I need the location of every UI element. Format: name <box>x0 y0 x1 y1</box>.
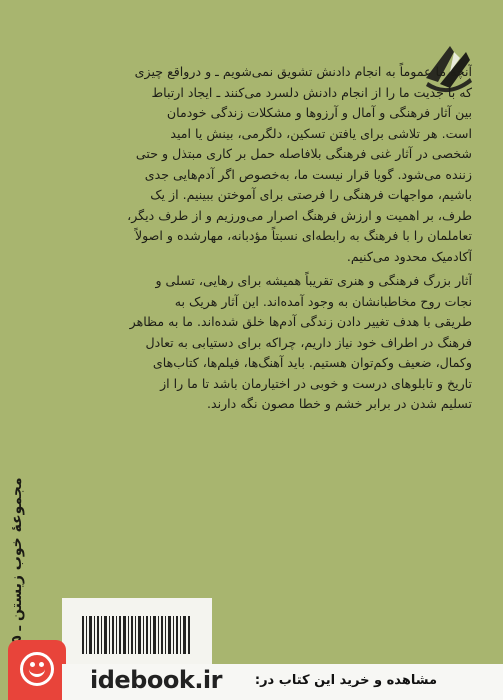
text-line: آثار بزرگ فرهنگی و هنری تقریباً همیشه برای رهایی، تسلی و <box>155 273 472 288</box>
text-line: تسلیم شدن در برابر خشم و خطا مصون نگه دارند. <box>206 396 472 411</box>
text-line: تعاملمان را با فرهنگ به رابطه‌ای نسبتاً مؤدبانه، مهارشده و اصولاً <box>134 228 472 243</box>
barcode-icon <box>82 616 192 654</box>
text-line: است. هر تلاشی برای یافتن تسکین، دلگرمی، بینش یا امید <box>170 125 472 141</box>
text-line: شخصی در آثار غنی فرهنگی بلافاصله حمل بر کاری مبتذل و حتی <box>135 146 472 161</box>
text-line: تاریخ و تابلوهای درست و خوبی در اختیارمان باشد تا ما را از <box>160 375 472 391</box>
text-line: فرهنگ در اطراف خود نیاز داریم، چراکه برای دستیابی به تعادل <box>145 334 472 350</box>
text-line: بین آثار فرهنگی و آمال و آرزوها و مشکلات زندگی خودمان <box>166 105 472 120</box>
watermark-cta: مشاهده و خرید این کتاب در: <box>254 673 437 688</box>
text-line: طرف، بر اهمیت و ارزش فرهنگ اصرار می‌ورزیم و از طرف دیگر، <box>127 207 472 223</box>
text-line: نجات روح مخاطبانشان به وجود آمده‌اند. این آثار هریک به <box>174 293 472 309</box>
text-line: باشیم، مواجهات فرهنگی را فرصتی برای آموختن ببینیم. از یک <box>150 187 472 202</box>
text-line: زننده می‌شود. گویا قرار نیست ما، به‌خصوص اگر آدم‌هایی جدی <box>144 166 472 182</box>
text-line: آنچه ما عموماً به انجام دادنش تشویق نمی‌شویم ـ و درواقع چیزی <box>134 64 472 79</box>
smiley-face-icon <box>8 640 66 700</box>
watermark-brand[interactable] <box>90 666 222 694</box>
watermark-brand-suffix: .ir <box>194 666 222 694</box>
blurb-text <box>62 62 472 419</box>
blurb-paragraph-2 <box>62 271 472 415</box>
watermark-brand-main: idebook <box>90 666 195 694</box>
text-line: که با جدیت ما را از انجام دادنش دلسرد می‌کنند ـ ایجاد ارتباط <box>151 84 472 100</box>
blurb-paragraph-1 <box>62 62 472 267</box>
watermark-bar[interactable] <box>62 664 503 700</box>
text-line: طریقی با هدف تغییر دادن زندگی آدم‌ها خلق شده‌اند. ما به مظاهر <box>129 314 472 329</box>
text-line: وکمال، ضعیف وکم‌توان هستیم. باید آهنگ‌ها، فیلم‌ها، کتاب‌های <box>152 355 472 370</box>
text-line: آکادمیک محدود می‌کنیم. <box>346 248 472 264</box>
series-label-text: مجموعهٔ خوب زیستن ـ <box>9 477 25 631</box>
